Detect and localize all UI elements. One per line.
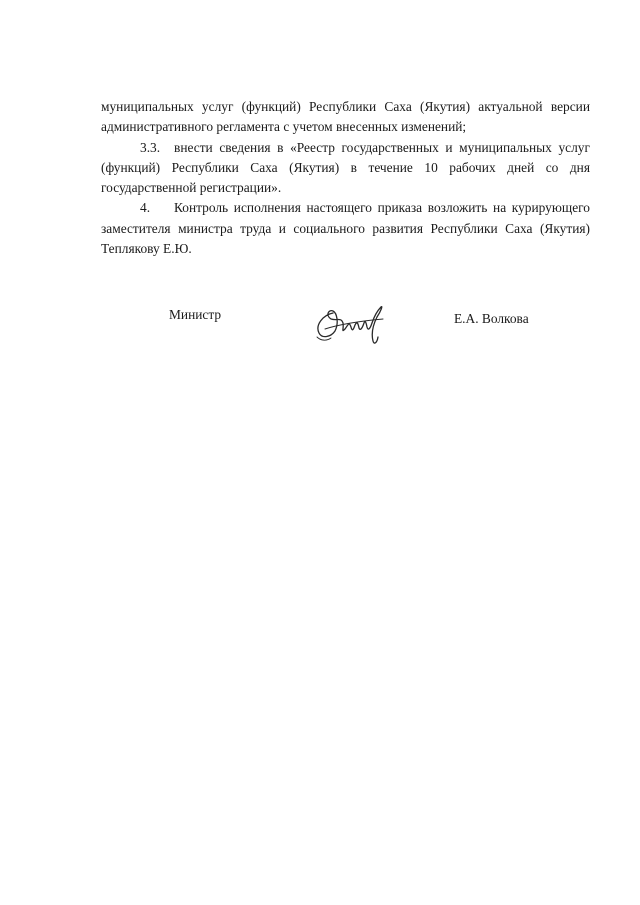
paragraph-continuation: муниципальных услуг (функций) Республики Саха (Якутия) актуальной версии административного регламента с учетом внесенных изменений; [101,99,590,135]
document-body [101,97,590,259]
paragraph-3-3 [101,138,590,199]
paragraph-text: внести сведения в «Реестр государственных и муниципальных услуг (функций) Республики Саха (Якутия) в течение 10 рабочих дней со дня государственной регистрации». [101,139,590,196]
handwritten-signature [311,303,391,347]
paragraph-4 [101,198,590,259]
signatory-title: Министр [169,307,222,322]
paragraph-number: 3.3. [140,139,161,155]
paragraph-number: 4. [140,200,151,216]
paragraph-text: Контроль исполнения настоящего приказа возложить на курирующего заместителя министра труда и социального развития Республики Саха (Якутия) Теплякову Е.Ю. [101,200,590,257]
signatory-name: Е.А. Волкова [454,311,529,326]
signature-block [0,303,640,353]
